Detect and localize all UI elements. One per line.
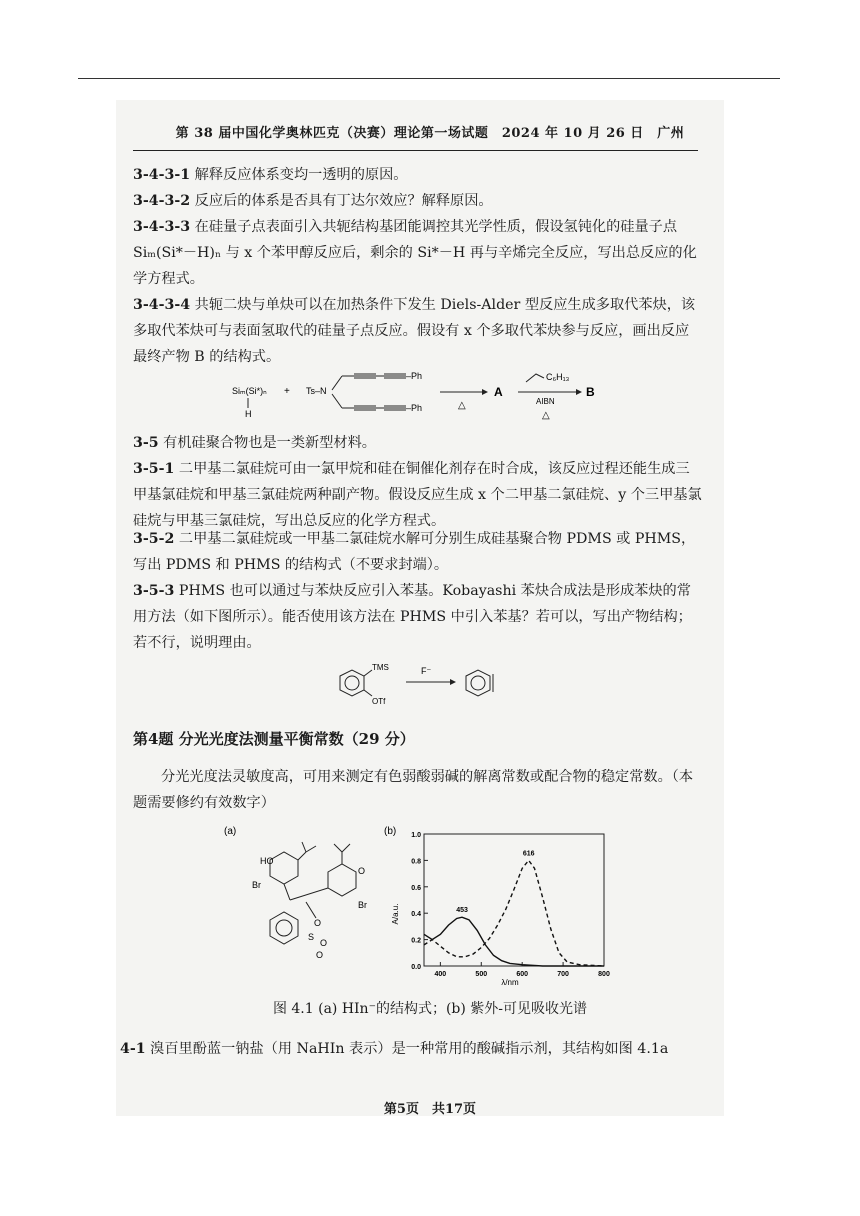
header-rule [133,150,698,151]
svg-text:△: △ [542,410,550,421]
question-3-5-3: 3-5-3 PHMS 也可以通过与苯炔反应引入苯基。Kobayashi 苯炔合成法是形成苯炔的常用方法（如下图所示）。能否使用该方法在 PHMS 中引入苯基？若可以，写出产物结构；若不行，说明理由。 [133,583,692,651]
question-3-4-3-2: 3-4-3-2 反应后的体系是否具有丁达尔效应？解释原因。 [133,193,493,209]
y-tick-label: 0.0 [411,964,421,971]
svg-text:F⁻: F⁻ [421,666,432,676]
section-4-title: 第4题 分光光度法测量平衡常数（29 分） [133,730,415,748]
section-4-intro: 分光光度法灵敏度高，可用来测定有色弱酸弱碱的解离常数或配合物的稳定常数。（本题需要修约有效数字） [133,769,694,811]
y-tick-label: 0.6 [411,884,421,892]
y-axis-label: A/a.u. [391,903,400,925]
svg-text:O: O [316,950,324,960]
peak-label: 616 [522,850,535,858]
svg-text:S: S [308,932,315,942]
x-tick-label: 500 [475,971,488,978]
svg-text:+: + [284,386,290,397]
hin-structure-figure [220,822,380,982]
svg-text:HO: HO [260,856,274,866]
svg-text:H: H [245,409,252,419]
y-tick-label: 0.2 [411,937,421,945]
plot-frame [424,834,604,966]
x-axis-label: λ/nm [501,978,519,987]
question-3-4-3-4: 3-4-3-4 共轭二炔与单炔可以在加热条件下发生 Diels-Alder 型反应生成多取代苯炔，该多取代苯炔可与表面氢取代的硅量子点反应。假设有 x 个多取代苯炔参与反应，画出反应最终产物 B 的结构式。 [133,297,696,365]
series-dashed-line [424,860,604,966]
product-a: A [494,385,503,399]
series-solid-line [424,917,604,966]
x-tick-label: 700 [557,971,569,978]
svg-text:O: O [320,938,328,948]
x-tick-label: 600 [516,971,529,978]
svg-text:(b): (b) [384,826,397,837]
x-tick-label: 400 [434,971,447,978]
top-rule [78,78,780,79]
svg-text:AIBN: AIBN [536,397,555,406]
uv-vis-spectrum-chart [380,822,620,988]
page-footer: 第5页 共17页 [383,1102,477,1117]
question-3-4-3-1: 3-4-3-1 解释反应体系变均一透明的原因。 [133,167,408,183]
svg-text:C₆H₁₃: C₆H₁₃ [546,372,570,382]
svg-text:–Ph: –Ph [406,371,423,381]
svg-text:△: △ [458,400,466,411]
tosyl-amine-label: Ts–N [306,386,327,396]
section-3-5: 3-5 有机硅聚合物也是一类新型材料。 [133,435,376,451]
si-quantum-dot-label: Siₘ(Si*)ₙ [232,386,267,396]
svg-text:Br: Br [252,880,261,890]
figure-4-1-caption: 图 4.1 (a) HIn⁻的结构式；(b) 紫外-可见吸收光谱 [272,1001,588,1017]
x-tick-label: 800 [598,971,610,978]
question-3-5-2: 3-5-2 二甲基二氯硅烷或一甲基二氯硅烷水解可分别生成硅基聚合物 PDMS 或 PHMS，写出 PDMS 和 PHMS 的结构式（不要求封端）。 [133,531,696,573]
svg-text:OTf: OTf [372,697,386,706]
question-3-4-3-3: 3-4-3-3 在硅量子点表面引入共轭结构基团能调控其光学性质，假设氢钝化的硅量子点 Siₘ(Si*－H)ₙ 与 x 个苯甲醇反应后，剩余的 Si*－H 再与辛烯完全反应，写出总反应的化学方程式。 [133,219,697,287]
svg-text:Br: Br [358,900,367,910]
y-tick-label: 0.4 [411,911,421,919]
question-3-5-1: 3-5-1 二甲基二氯硅烷可由一氯甲烷和硅在铜催化剂存在时合成，该反应过程还能生成三甲基氯硅烷和甲基三氯硅烷两种副产物。假设反应生成 x 个二甲基二氯硅烷、y 个三甲基氯硅烷与甲基三氯硅烷，写出总反应的化学方程式。 [133,461,702,529]
y-tick-label: 0.8 [411,858,421,866]
svg-text:O: O [314,918,322,928]
question-4-1: 4-1 溴百里酚蓝一钠盐（用 NaHIn 表示）是一种常用的酸碱指示剂，其结构如图 4.1a [120,1041,669,1057]
svg-text:O: O [358,866,366,876]
svg-text:TMS: TMS [372,663,389,672]
y-tick-label: 1.0 [411,832,421,839]
reaction-scheme-diels-alder [226,368,626,422]
svg-text:–Ph: –Ph [406,403,423,413]
product-b: B [586,385,595,399]
page-header: 第 38 届中国化学奥林匹克（决赛）理论第一场试题 2024 年 10 月 26 日 广州 [175,126,685,141]
reaction-scheme-kobayashi [326,660,526,708]
peak-label: 453 [456,907,468,915]
svg-text:(a): (a) [224,826,237,837]
